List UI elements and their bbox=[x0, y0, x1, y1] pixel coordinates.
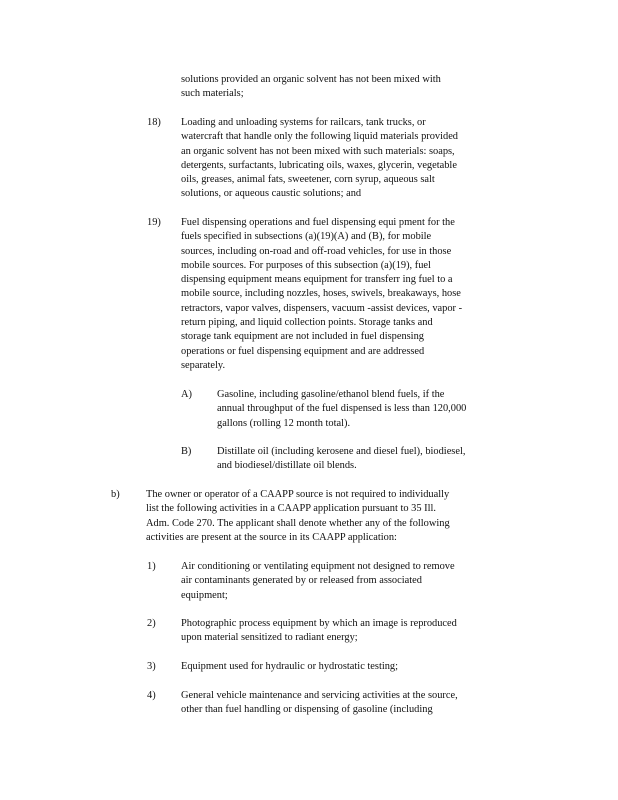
text-line: Equipment used for hydraulic or hydrostatic testing; bbox=[181, 661, 399, 672]
item-4-text bbox=[181, 689, 496, 718]
text-line: dispensing equipment means equipment for transferr ing fuel to a bbox=[181, 274, 453, 286]
text-line: list the following activities in a CAAPP application pursuant to 35 Ill. bbox=[146, 503, 436, 515]
section-b-text bbox=[146, 488, 496, 545]
text-line: Distillate oil (including kerosene and diesel fuel), biodiesel, bbox=[217, 446, 466, 457]
text-line: equipment; bbox=[181, 589, 228, 601]
text-line: detergents, surfactants, lubricating oils, waxes, glycerin, vegetable bbox=[181, 159, 457, 171]
text-line: return piping, and liquid collection points. Storage tanks and bbox=[181, 317, 433, 329]
subitem-b-text bbox=[217, 445, 502, 474]
text-line: mobile sources. For purposes of this subsection (a)(19), fuel bbox=[181, 259, 431, 271]
subitem-a-text bbox=[217, 388, 502, 431]
text-line: operations or fuel dispensing equipment and are addressed bbox=[181, 345, 425, 357]
text-line: separately. bbox=[181, 359, 226, 371]
text-line: solutions, or aqueous caustic solutions; and bbox=[181, 188, 362, 200]
text-line: General vehicle maintenance and servicing activities at the source, bbox=[181, 690, 458, 701]
text-line: such materials; bbox=[181, 88, 244, 100]
text-line: annual throughput of the fuel dispensed is less than 120,000 bbox=[217, 403, 467, 415]
text-line: Loading and unloading systems for railcars, tank trucks, or bbox=[181, 117, 426, 128]
text-line: watercraft that handle only the following liquid materials provided bbox=[181, 131, 459, 143]
text-line: oils, greases, animal fats, sweetener, corn syrup, aqueous salt bbox=[181, 174, 435, 186]
text-line: retractors, vapor valves, dispensers, vacuum -assist devices, vapor - bbox=[181, 302, 463, 314]
text-line: Air conditioning or ventilating equipment not designed to remove bbox=[181, 561, 455, 572]
item-2-text bbox=[181, 617, 491, 646]
text-line: other than fuel handling or dispensing of gasoline (including bbox=[181, 704, 433, 716]
subitem-a-label: A) bbox=[181, 389, 192, 400]
text-line: activities are present at the source in its CAAPP application: bbox=[146, 531, 397, 543]
subitem-b-label: B) bbox=[181, 446, 192, 457]
text-line: mobile source, including nozzles, hoses, swivels, breakaways, hose bbox=[181, 288, 461, 300]
text-line: solutions provided an organic solvent has not been mixed with bbox=[181, 74, 441, 85]
text-line: fuels specified in subsections (a)(19)(A) and (B), for mobile bbox=[181, 231, 432, 243]
item-3-text bbox=[181, 660, 491, 674]
text-line: an organic solvent has not been mixed with such materials: soaps, bbox=[181, 145, 455, 157]
text-line: upon material sensitized to radiant energy; bbox=[181, 632, 358, 644]
item-4-number: 4) bbox=[147, 690, 156, 701]
item-19-text bbox=[181, 216, 501, 373]
item-3-number: 3) bbox=[147, 661, 156, 672]
item-18-text bbox=[181, 116, 481, 202]
text-line: air contaminants generated by or released from associated bbox=[181, 575, 422, 587]
item-18-number: 18) bbox=[147, 117, 161, 128]
text-line: storage tank equipment are not included in fuel dispensing bbox=[181, 331, 424, 343]
text-line: Fuel dispensing operations and fuel dispensing equi pment for the bbox=[181, 217, 455, 228]
text-line: Gasoline, including gasoline/ethanol blend fuels, if the bbox=[217, 389, 445, 400]
continuation-paragraph bbox=[181, 73, 481, 102]
text-line: The owner or operator of a CAAPP source is not required to individually bbox=[146, 489, 450, 500]
item-2-number: 2) bbox=[147, 618, 156, 629]
text-line: sources, including on-road and off-road vehicles, for use in those bbox=[181, 245, 452, 257]
item-1-text bbox=[181, 560, 491, 603]
text-line: and biodiesel/distillate oil blends. bbox=[217, 460, 357, 472]
item-1-number: 1) bbox=[147, 561, 156, 572]
section-b-label: b) bbox=[111, 489, 120, 500]
text-line: Adm. Code 270. The applicant shall denote whether any of the following bbox=[146, 517, 450, 529]
text-line: gallons (rolling 12 month total). bbox=[217, 417, 351, 429]
text-line: Photographic process equipment by which an image is reproduced bbox=[181, 618, 457, 629]
item-19-number: 19) bbox=[147, 217, 161, 228]
